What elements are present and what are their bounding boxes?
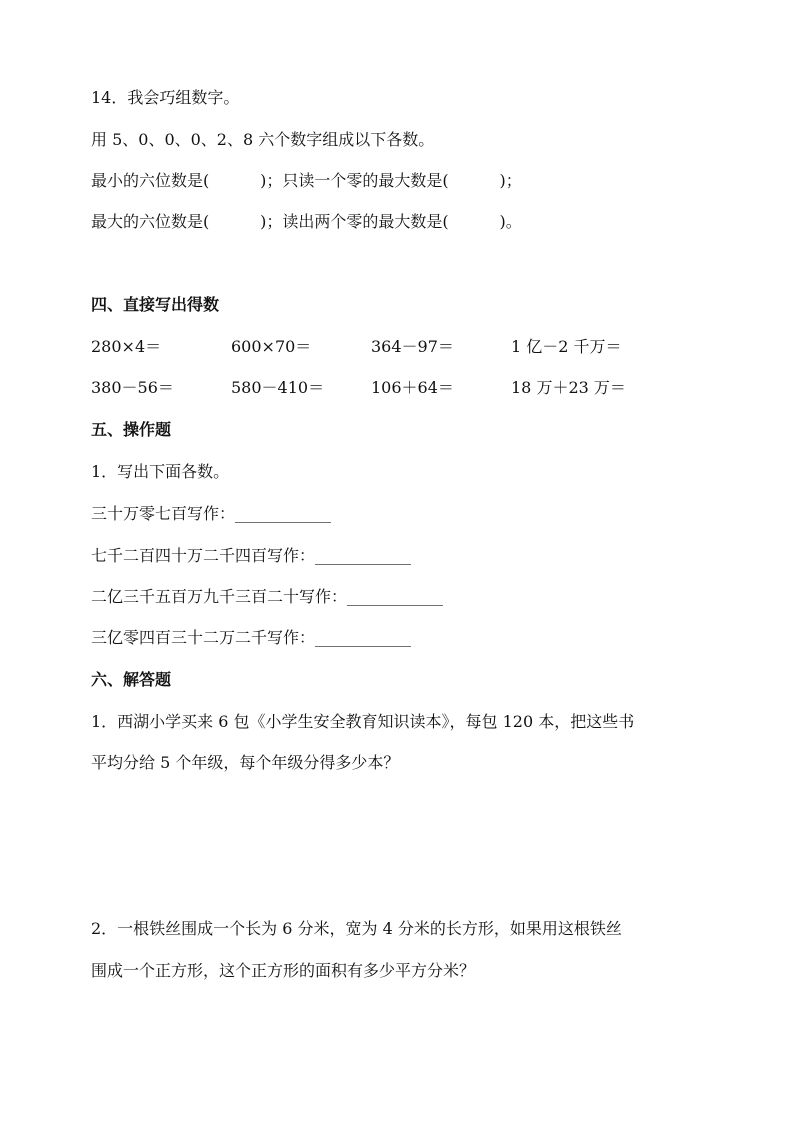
section6-q2-line-2: 围成一个正方形，这个正方形的面积有多少平方分米？ <box>91 961 476 980</box>
q14-title: 14．我会巧组数字。 <box>91 88 240 107</box>
section5-q1: 1．写出下面各数。 <box>91 462 230 481</box>
write-item: 七千二百四十万二千四百写作：____________ <box>91 546 412 565</box>
q14-line-2: 最大的六位数是( )；读出两个零的最大数是( )。 <box>91 212 522 231</box>
write-item: 二亿三千五百万九千三百二十写作：____________ <box>91 587 444 606</box>
section5-heading: 五、操作题 <box>91 420 172 439</box>
arith-item: 1 亿－2 千万＝ <box>511 337 622 356</box>
section6-q1-line-1: 1．西湖小学买来 6 包《小学生安全教育知识读本》，每包 120 本，把这些书 <box>91 712 635 731</box>
arith-item: 580－410＝ <box>231 378 325 397</box>
arith-item: 380－56＝ <box>91 378 174 397</box>
write-item: 三亿零四百三十二万二千写作：____________ <box>91 628 412 647</box>
section4-heading: 四、直接写出得数 <box>91 295 220 314</box>
section6-heading: 六、解答题 <box>91 670 172 689</box>
q14-line-1: 最小的六位数是( )；只读一个零的最大数是( )； <box>91 171 522 190</box>
arith-item: 600×70＝ <box>231 337 312 356</box>
write-item: 三十万零七百写作：____________ <box>91 504 332 523</box>
arith-item: 106＋64＝ <box>371 378 454 397</box>
q14-instruction: 用 5、0、0、0、2、8 六个数字组成以下各数。 <box>91 130 435 149</box>
arith-item: 280×4＝ <box>91 337 162 356</box>
arith-item: 18 万＋23 万＝ <box>511 378 626 397</box>
section6-q2-line-1: 2．一根铁丝围成一个长为 6 分米，宽为 4 分米的长方形，如果用这根铁丝 <box>91 919 622 938</box>
arith-item: 364－97＝ <box>371 337 454 356</box>
section6-q1-line-2: 平均分给 5 个年级，每个年级分得多少本？ <box>91 753 400 772</box>
